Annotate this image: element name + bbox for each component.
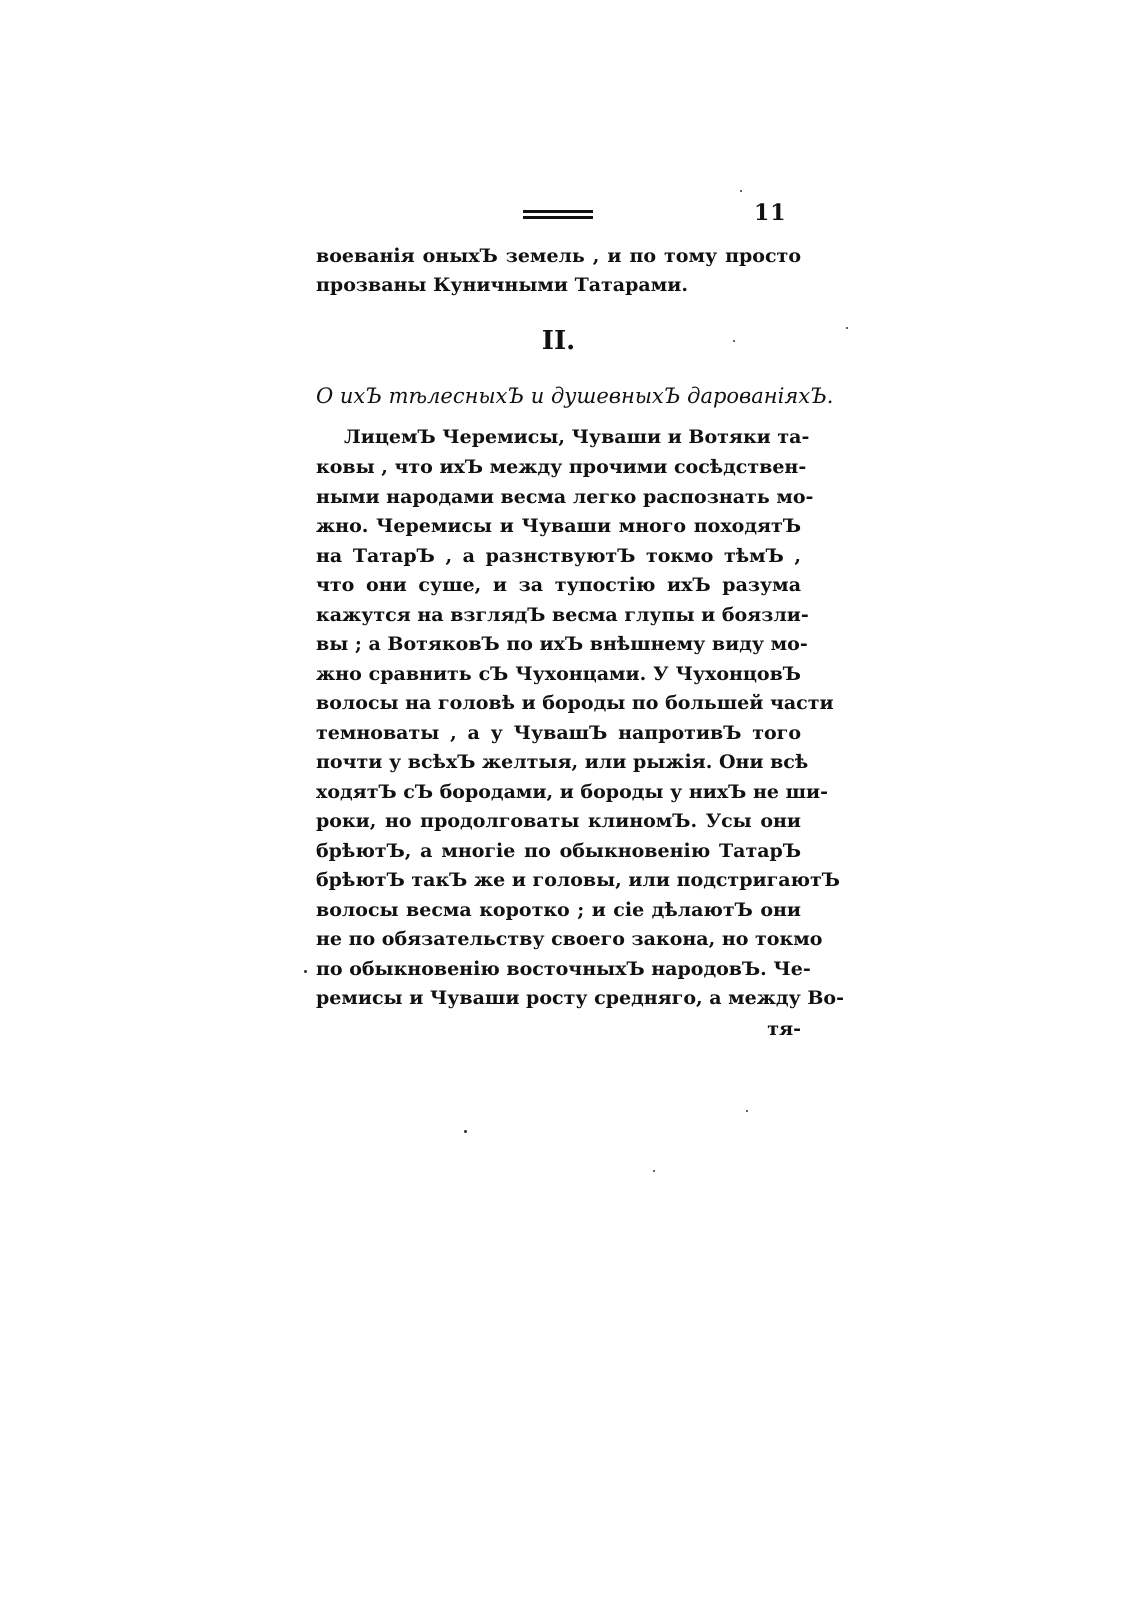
text-line: кажутся на взглядЪ весма глупы и боязли- [316, 604, 809, 626]
page-number: 11 [754, 200, 787, 226]
text-line: волосы весма коротко ; и сіе дѣлаютЪ они [316, 899, 801, 921]
scan-speck [653, 1170, 655, 1172]
text-line: ковы , что ихЪ между прочими сосѣдствен- [316, 456, 807, 478]
text-line: на ТатарЪ , а разнствуютЪ токмо тѣмЪ , [316, 545, 801, 567]
text-line: по обыкновенію восточныхЪ народовЪ. Че- [316, 958, 811, 980]
section-number: II. [541, 326, 576, 356]
text-line: ремисы и Чуваши росту средняго, а между Во- [316, 987, 844, 1009]
scan-speck [740, 190, 742, 192]
catchword: тя- [767, 1018, 801, 1040]
text-line: брѣютЪ такЪ же и головы, или подстригаютЪ [316, 869, 840, 891]
text-line: что они суше, и за тупостію ихЪ разума [316, 574, 801, 596]
text-line: ными народами весма легко распознать мо- [316, 486, 814, 508]
text-line: брѣютЪ, а многіе по обыкновенію ТатарЪ [316, 840, 801, 862]
scan-speck [846, 327, 848, 329]
text-line: ЛицемЪ Черемисы, Чуваши и Вотяки та- [344, 426, 810, 448]
text-line: воеванія оныхЪ земель , и по тому просто [316, 245, 801, 267]
text-line: волосы на головѣ и бороды по большей части [316, 692, 834, 714]
text-line: жно сравнить сЪ Чухонцами. У ЧухонцовЪ [316, 663, 801, 685]
text-line: вы ; а ВотяковЪ по ихЪ внѣшнему виду мо- [316, 633, 808, 655]
scan-speck [304, 970, 307, 973]
scan-speck [733, 340, 735, 342]
section-title: О ихЪ тѣлесныхЪ и душевныхЪ дарованіяхЪ. [316, 384, 834, 408]
scan-speck [464, 1130, 467, 1133]
text-line: почти у всѣхЪ желтыя, или рыжія. Они всѣ [316, 751, 809, 773]
text-line: роки, но продолговаты клиномЪ. Усы они [316, 810, 801, 832]
text-line: прозваны Куничными Татарами. [316, 274, 688, 296]
text-line: жно. Черемисы и Чуваши много походятЪ [316, 515, 801, 537]
text-line: темноваты , а у ЧувашЪ напротивЪ того [316, 722, 801, 744]
text-line: не по обязательству своего закона, но токмо [316, 928, 823, 950]
text-line: ходятЪ сЪ бородами, и бороды у нихЪ не ши- [316, 781, 828, 803]
scan-speck [746, 1110, 748, 1112]
header-rule [523, 210, 593, 219]
